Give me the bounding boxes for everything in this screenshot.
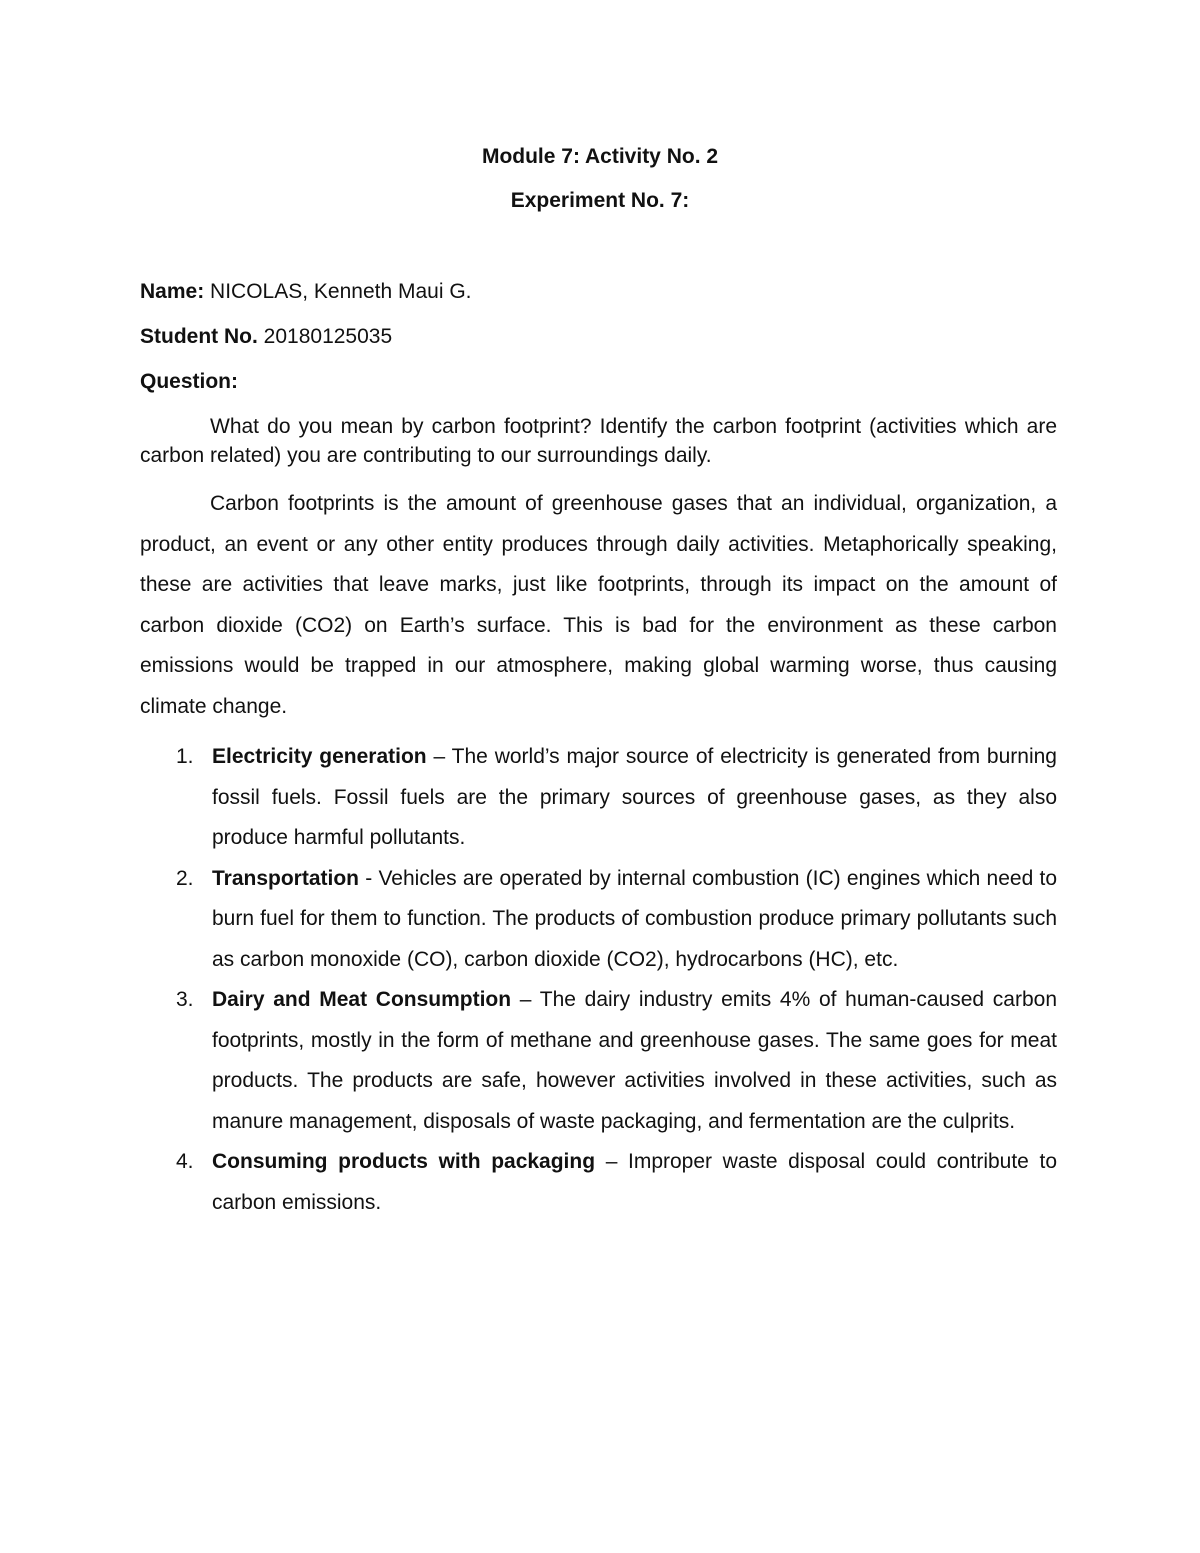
name-row	[140, 280, 472, 304]
list-item-title: Transportation	[212, 866, 360, 890]
list-item	[140, 859, 1057, 981]
name-label: Name:	[140, 280, 205, 303]
list-item	[140, 980, 1057, 1142]
student-number-row	[140, 325, 392, 349]
list-item-number: 2.	[176, 866, 194, 890]
document-title: Module 7: Activity No. 2	[481, 145, 719, 168]
answer-paragraph: Carbon footprints is the amount of greenhouse gases that an individual, organization, a product, an event or any other entity produces through daily activities. Metaphorically speaking, these are activities that leave marks, just like footprints, through its impact on the amount of carbon dioxide (CO2) on Earth’s surface. This is bad for the environment as these carbon emissions would be trapped in our atmosphere, making global warming worse, thus causing climate change.	[140, 492, 1057, 718]
list-item	[140, 737, 1057, 859]
student-number-value: 20180125035	[263, 325, 393, 348]
list-item-text: – Improper waste disposal could contribute to carbon emissions.	[212, 1150, 1057, 1214]
list-item-number: 4.	[176, 1150, 194, 1173]
list-item-title: Electricity generation	[212, 745, 427, 768]
list-item-text: - Vehicles are operated by internal combustion (IC) engines which need to burn fuel for them to function. The products of combustion produce primary pollutants such as carbon monoxide (CO), carbon dioxide (CO2), hydrocarbons (HC), etc.	[212, 866, 1057, 971]
student-number-label: Student No.	[140, 325, 258, 348]
question-text: What do you mean by carbon footprint? Identify the carbon footprint (activities which are carbon related) you are contributing to our surroundings daily.	[140, 415, 1057, 467]
list-item-title: Dairy and Meat Consumption	[212, 988, 512, 1011]
name-value: NICOLAS, Kenneth Maui G.	[210, 280, 472, 303]
list-item-text: – The dairy industry emits 4% of human-caused carbon footprints, mostly in the form of methane and greenhouse gases. The same goes for meat products. The products are safe, however activities involved in these activities, such as manure management, disposals of waste packaging, and fermentation are the culprits.	[212, 988, 1057, 1133]
question-label: Question:	[140, 370, 238, 393]
list-item	[140, 1142, 1057, 1223]
list-item-number: 3.	[176, 988, 194, 1011]
list-item-title: Consuming products with packaging	[212, 1150, 596, 1173]
list-item-number: 1.	[176, 745, 194, 768]
document-subtitle: Experiment No. 7:	[510, 189, 690, 212]
list-item-text: – The world’s major source of electricity is generated from burning fossil fuels. Fossil fuels are the primary sources of greenhouse gases, as they also produce harmful pollutants.	[212, 745, 1057, 849]
carbon-activities-list	[140, 737, 1057, 1223]
